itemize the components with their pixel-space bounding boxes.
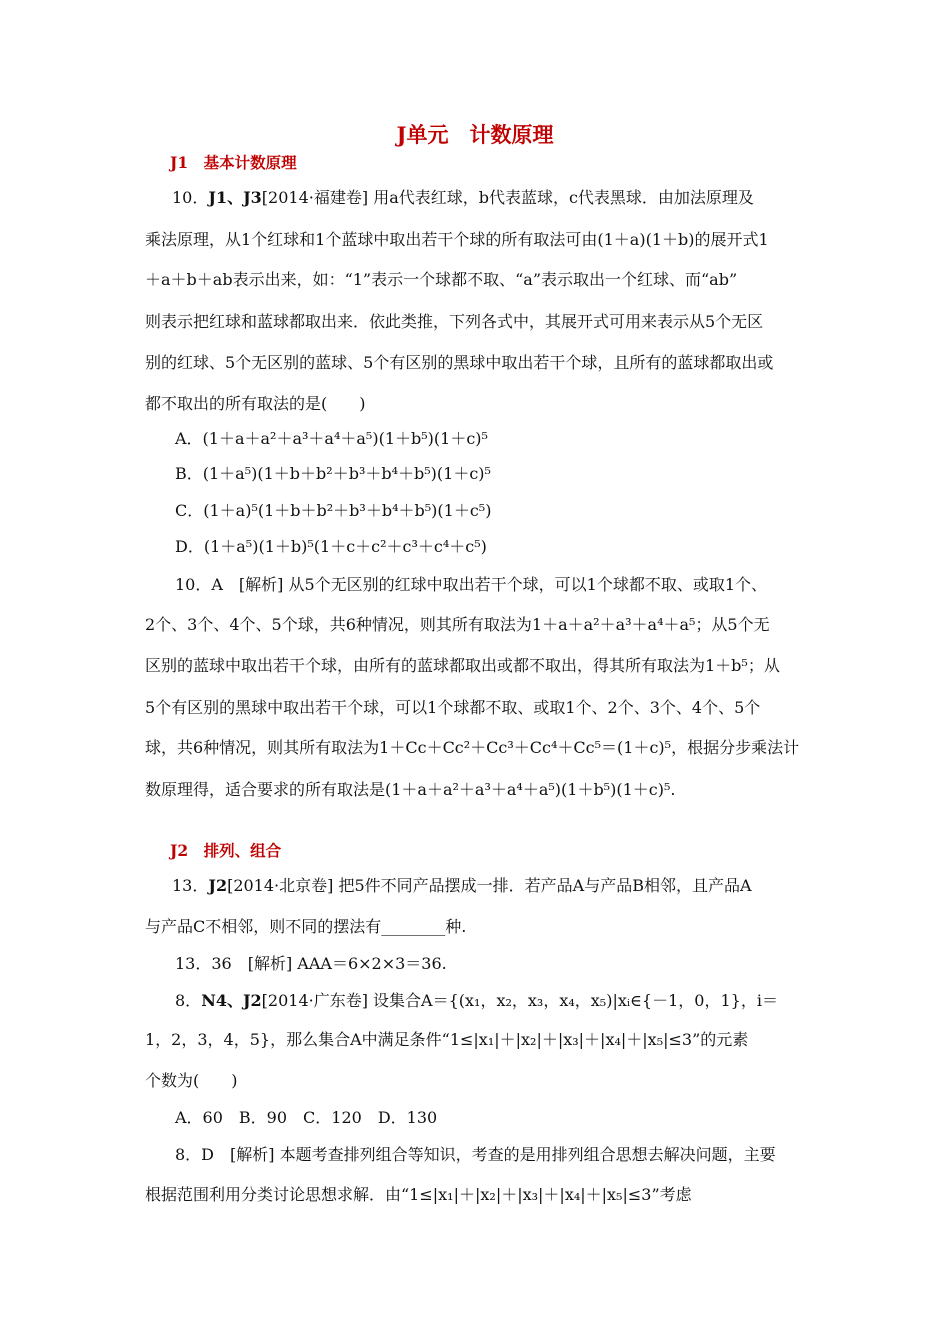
q8-line-1	[175, 990, 778, 1012]
q10-option-b: B．(1＋a⁵)(1＋b＋b²＋b³＋b⁴＋b⁵)(1＋c)⁵	[175, 464, 491, 483]
q10-number: 10．	[172, 188, 209, 207]
section-heading-j2: J2 排列、组合	[170, 841, 282, 860]
q10-option-d: D．(1＋a⁵)(1＋b)⁵(1＋c＋c²＋c³＋c⁴＋c⁵)	[175, 537, 487, 556]
q10-answer-line-6: 数原理得，适合要求的所有取法是(1＋a＋a²＋a³＋a⁴＋a⁵)(1＋b⁵)(1＋c)⁵.	[145, 780, 676, 799]
q10-answer-line-4: 5个有区别的黑球中取出若干个球，可以1个球都不取、或取1个、2个、3个、4个、5个	[145, 698, 761, 717]
q13-tag: J2	[208, 876, 228, 895]
q8-number: 8．	[175, 991, 202, 1010]
q10-line-2: 乘法原理，从1个红球和1个蓝球中取出若干个球的所有取法可由(1＋a)(1＋b)的展开式1	[145, 230, 769, 249]
q8-answer-line-2: 根据范围利用分类讨论思想求解．由“1≤|x₁|＋|x₂|＋|x₃|＋|x₄|＋|x₅|≤3”考虑	[145, 1185, 692, 1204]
q10-line-1	[172, 187, 754, 209]
q10-line-3: ＋a＋b＋ab表示出来，如：“1”表示一个球都不取、“a”表示取出一个红球、而“ab”	[145, 270, 738, 289]
q10-tag: J1、J3	[208, 188, 262, 207]
q8-line-2: 1，2，3，4，5}，那么集合A中满足条件“1≤|x₁|＋|x₂|＋|x₃|＋|x₄|＋|x₅|≤3”的元素	[145, 1030, 749, 1049]
q13-number: 13．	[172, 876, 209, 895]
q10-line-6: 都不取出的所有取法的是( )	[145, 394, 366, 413]
q8-text-1: 设集合A＝{(x₁，x₂，x₃，x₄，x₅)|xᵢ∈{－1，0，1}，i＝	[373, 991, 778, 1010]
q10-text-1: 用a代表红球，b代表蓝球，c代表黑球．由加法原理及	[373, 188, 754, 207]
q8-source: [2014·广东卷]	[261, 991, 374, 1010]
q8-line-3: 个数为( )	[145, 1071, 238, 1090]
q10-line-5: 别的红球、5个无区别的蓝球、5个有区别的黑球中取出若干个球，且所有的蓝球都取出或	[145, 353, 774, 372]
q10-option-a: A．(1＋a＋a²＋a³＋a⁴＋a⁵)(1＋b⁵)(1＋c)⁵	[175, 429, 488, 448]
q10-option-c: C．(1＋a)⁵(1＋b＋b²＋b³＋b⁴＋b⁵)(1＋c⁵)	[175, 501, 492, 520]
q13-answer: 13．36 [解析] AAA＝6×2×3＝36.	[175, 954, 447, 973]
q8-options: A．60 B．90 C．120 D．130	[175, 1108, 438, 1127]
q10-source: [2014·福建卷]	[261, 188, 374, 207]
page-title: J单元 计数原理	[396, 122, 554, 147]
q10-answer-line-5: 球，共6种情况，则其所有取法为1＋Cc＋Cc²＋Cc³＋Cc⁴＋Cc⁵＝(1＋c)⁵，根据分步乘法计	[145, 738, 800, 757]
q13-source: [2014·北京卷]	[227, 876, 339, 895]
q10-answer-line-1: 10．A [解析] 从5个无区别的红球中取出若干个球，可以1个球都不取、或取1个、	[175, 575, 768, 594]
q13-line-2: 与产品C不相邻，则不同的摆法有________种.	[145, 917, 467, 936]
q13-line-1	[172, 875, 752, 897]
q10-answer-line-3: 区别的蓝球中取出若干个球，由所有的蓝球都取出或都不取出，得其所有取法为1＋b⁵；从	[145, 656, 780, 675]
q10-line-4: 则表示把红球和蓝球都取出来．依此类推，下列各式中，其展开式可用来表示从5个无区	[145, 312, 764, 331]
q8-answer-line-1: 8．D [解析] 本题考查排列组合等知识，考查的是用排列组合思想去解决问题，主要	[175, 1145, 776, 1164]
section-heading-j1: J1 基本计数原理	[170, 153, 297, 172]
q8-tag: N4、J2	[201, 991, 262, 1010]
q13-text-1: 把5件不同产品摆成一排．若产品A与产品B相邻，且产品A	[338, 876, 752, 895]
q10-answer-line-2: 2个、3个、4个、5个球，共6种情况，则其所有取法为1＋a＋a²＋a³＋a⁴＋a⁵；从5个无	[145, 615, 770, 634]
